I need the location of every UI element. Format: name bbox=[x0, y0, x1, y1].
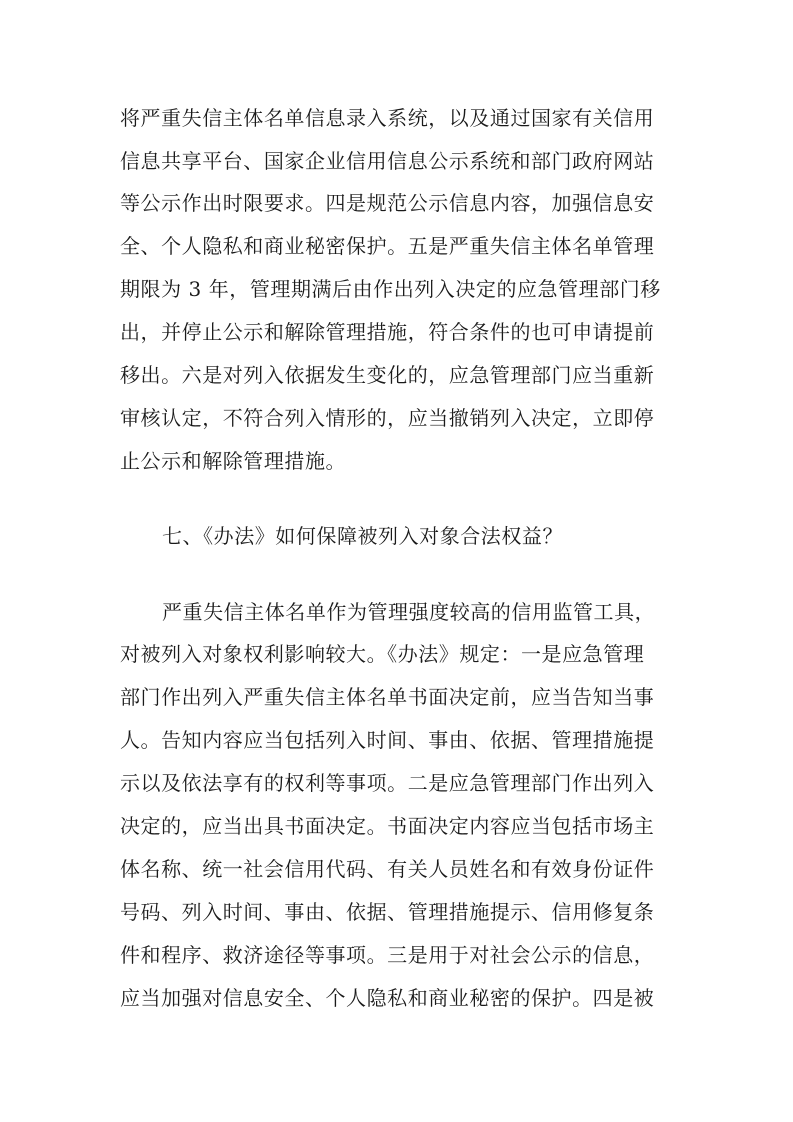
text-line: 对被列入对象权利影响较大。《办法》规定：一是应急管理 bbox=[120, 642, 645, 666]
text-line: 应当加强对信息安全、个人隐私和商业秘密的保护。四是被 bbox=[120, 986, 655, 1010]
text-line: 出，并停止公示和解除管理措施，符合条件的也可申请提前 bbox=[120, 320, 655, 344]
text-line: 期限为 3 年，管理期满后由作出列入决定的应急管理部门移 bbox=[120, 277, 661, 301]
text-line: 移出。六是对列入依据发生变化的，应急管理部门应当重新 bbox=[120, 363, 655, 387]
section-heading: 七、《办法》如何保障被列入对象合法权益？ bbox=[162, 524, 563, 548]
text-line: 审核认定，不符合列入情形的，应当撤销列入决定，立即停 bbox=[120, 406, 655, 430]
text-line: 人。告知内容应当包括列入时间、事由、依据、管理措施提 bbox=[120, 728, 655, 752]
text-line: 将严重失信主体名单信息录入系统，以及通过国家有关信用 bbox=[120, 106, 655, 130]
text-line: 等公示作出时限要求。四是规范公示信息内容，加强信息安 bbox=[120, 191, 655, 215]
text-line: 号码、列入时间、事由、依据、管理措施提示、信用修复条 bbox=[120, 900, 655, 924]
text-line: 严重失信主体名单作为管理强度较高的信用监管工具， bbox=[162, 600, 656, 624]
text-line: 全、个人隐私和商业秘密保护。五是严重失信主体名单管理 bbox=[120, 234, 655, 258]
text-line: 示以及依法享有的权利等事项。二是应急管理部门作出列入 bbox=[120, 771, 655, 795]
text-line: 部门作出列入严重失信主体名单书面决定前，应当告知当事 bbox=[120, 685, 655, 709]
text-line: 体名称、统一社会信用代码、有关人员姓名和有效身份证件 bbox=[120, 857, 655, 881]
text-line: 信息共享平台、国家企业信用信息公示系统和部门政府网站 bbox=[120, 149, 655, 173]
text-line: 决定的，应当出具书面决定。书面决定内容应当包括市场主 bbox=[120, 814, 655, 838]
text-line: 件和程序、救济途径等事项。三是用于对社会公示的信息， bbox=[120, 943, 655, 967]
text-line: 止公示和解除管理措施。 bbox=[120, 449, 347, 473]
